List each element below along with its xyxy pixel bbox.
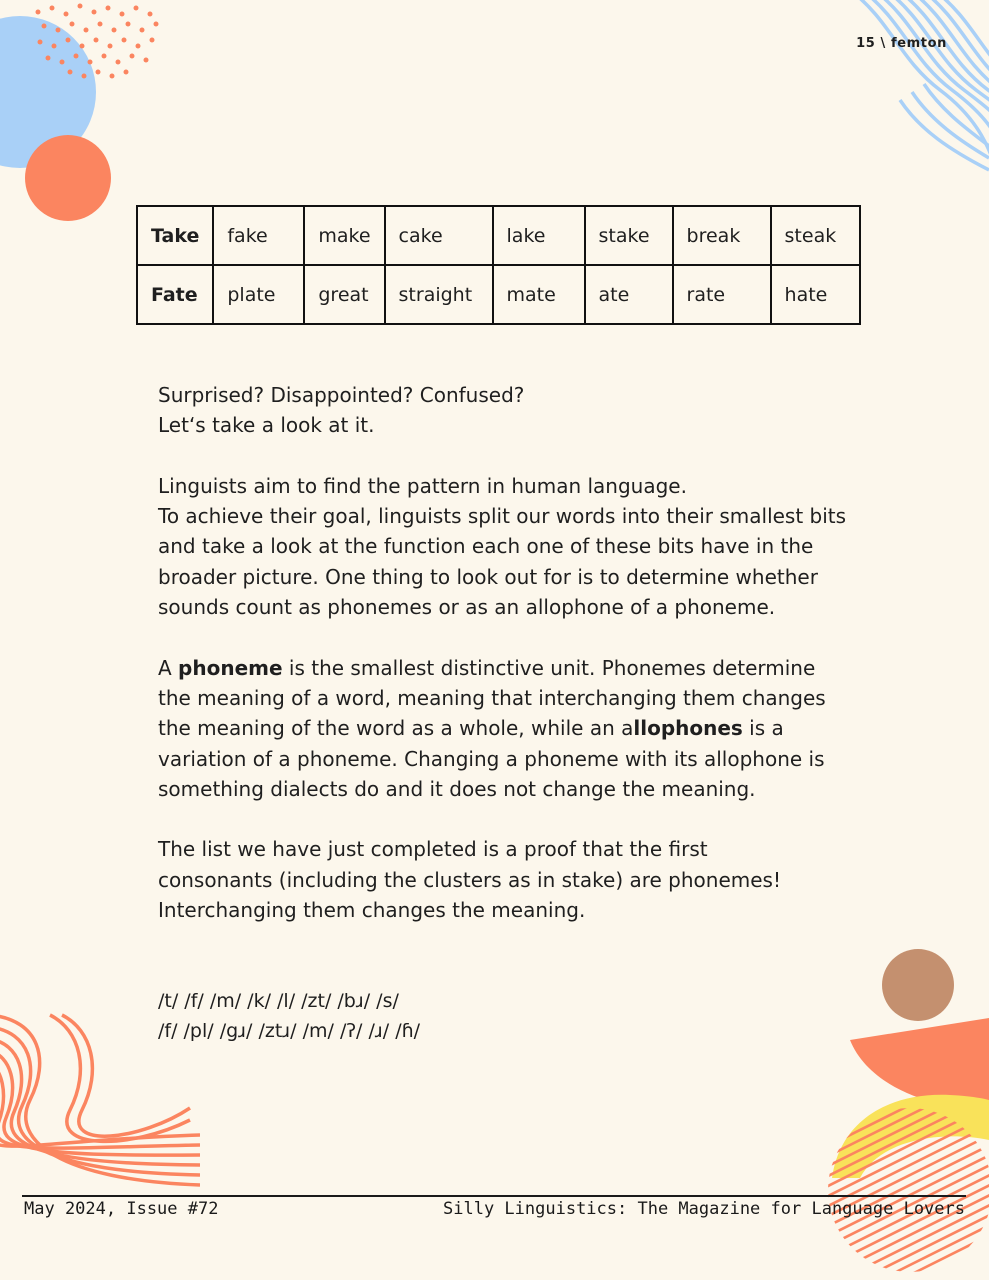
text-run: is a variation of a phoneme. Changing a phoneme with its allophone is something dialects do and it does not change the meaning. — [158, 716, 825, 801]
article-body — [158, 380, 848, 956]
table-cell: mate — [493, 265, 585, 324]
word-table — [136, 205, 861, 325]
allophones-term: llophones — [633, 716, 743, 741]
issue-label: May 2024, Issue #72 — [24, 1199, 219, 1219]
paragraph — [158, 380, 848, 441]
table-cell: steak — [771, 206, 860, 265]
paragraph — [158, 471, 848, 622]
blue-wave-lines — [850, 0, 989, 180]
text-run: is the smallest distinctive unit. Phonemes determine the meaning of a word, meaning that interchanging them changes the meaning of the word as a whole, while an a — [158, 655, 826, 741]
table-cell: stake — [585, 206, 673, 265]
text-line: Let‘s take a look at it. — [158, 413, 375, 438]
text-run: A — [158, 655, 179, 680]
table-cell: hate — [771, 265, 860, 324]
table-cell: break — [673, 206, 771, 265]
table-cell: rate — [673, 265, 771, 324]
table-cell: great — [304, 265, 384, 324]
table-cell: fake — [213, 206, 304, 265]
coral-half-shape — [850, 1018, 989, 1110]
table-row — [137, 206, 860, 265]
table-cell: Fate — [137, 265, 213, 324]
table-cell: plate — [213, 265, 304, 324]
table-row — [137, 265, 860, 324]
text-line: Surprised? Disappointed? Confused? — [158, 383, 525, 407]
phoneme-term: phoneme — [178, 655, 283, 680]
footer-divider — [22, 1195, 966, 1197]
page-number: 15 \ femton — [856, 36, 947, 51]
text-line: Linguists aim to find the pattern in human language. — [158, 473, 687, 498]
magazine-title: Silly Linguistics: The Magazine for Language Lovers — [443, 1199, 965, 1219]
paragraph — [158, 653, 848, 804]
table-cell: make — [304, 206, 384, 265]
ipa-list — [158, 986, 420, 1047]
coral-circle-shape — [25, 135, 111, 221]
ipa-line: /f/ /pl/ /gɹ/ /ztɹ/ /m/ /ʔ/ /ɹ/ /ɦ/ — [158, 1020, 421, 1043]
text-line: To achieve their goal, linguists split our words into their smallest bits and take a look at the function each one of these bits have in the broader picture. One thing to look out for is to determine whether sounds count as phonemes or as an allophone of a phoneme. — [158, 504, 847, 620]
text-line: Interchanging them changes the meaning. — [158, 898, 586, 923]
table-cell: Take — [137, 206, 213, 265]
table-cell: cake — [385, 206, 493, 265]
text-line: consonants (including the clusters as in stake) are phonemes! — [158, 867, 781, 892]
text-line: The list we have just completed is a proof that the first — [158, 837, 708, 862]
brown-circle-shape — [882, 949, 954, 1021]
table-cell: ate — [585, 265, 673, 324]
paragraph — [158, 834, 848, 925]
table-cell: straight — [385, 265, 493, 324]
ipa-line: /t/ /f/ /m/ /k/ /l/ /zt/ /bɹ/ /s/ — [158, 990, 399, 1012]
table-cell: lake — [493, 206, 585, 265]
